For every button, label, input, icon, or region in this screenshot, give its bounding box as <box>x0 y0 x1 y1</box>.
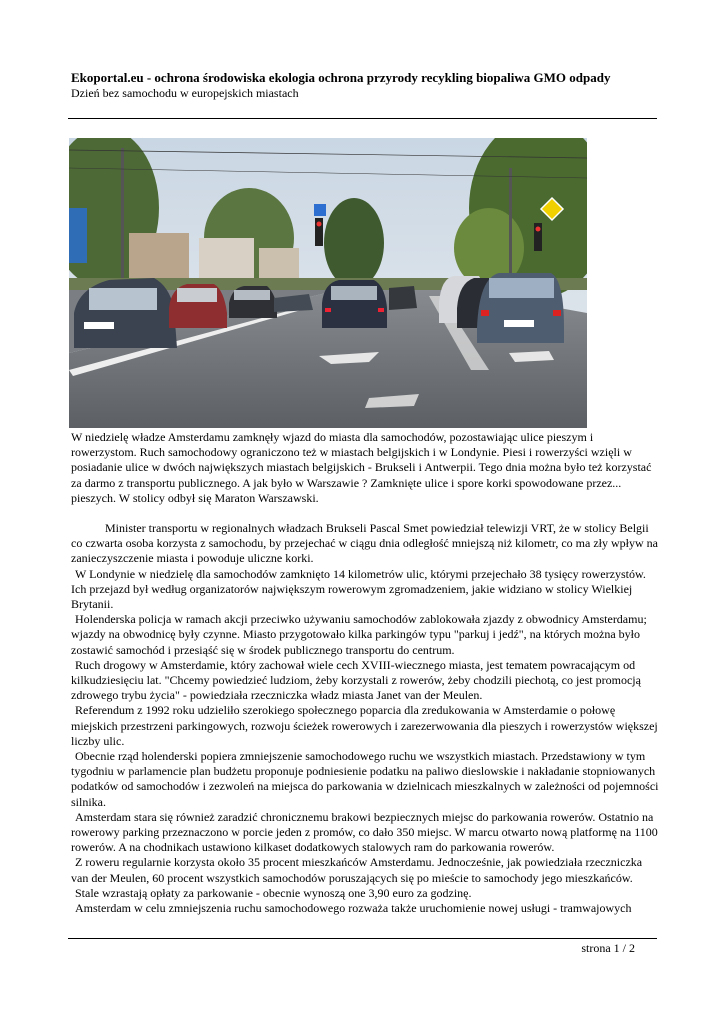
article-paragraph: Obecnie rząd holenderski popiera zmniejszenie samochodowego ruchu we wszystkich miastach. Przedstawiony w tym tygodniu w parlamencie plan budżetu proponuje podniesienie podatku na paliwo dieslowskie i nakładanie stopniowanych podatków od samochodów i zezwoleń na miejsca do parkowania w dzielnicach mieszkalnych w zależności od pojemności silnika. <box>71 749 659 809</box>
article-paragraph: Stale wzrastają opłaty za parkowanie - obecnie wynoszą one 3,90 euro za godzinę. <box>75 885 472 900</box>
car-right-front <box>477 273 564 343</box>
article-paragraph: Minister transportu w regionalnych władzach Brukseli Pascal Smet powiedział telewizji VRT, że w stolicy Belgii co czwarta osoba korzysta z samochodu, by przejechać w ciągu dnia odległość mniejszą niż kilometr, co ma zły wpływ na zanieczyszczenie miasta i powoduje uliczne korki. <box>71 521 658 566</box>
article-photo <box>69 138 587 428</box>
article-paragraph: Holenderska policja w ramach akcji przeciwko używaniu samochodów zablokowała zjazdy z obwodnicy Amsterdamu; wjazdy na obwodnicę były czynne. Miasto przygotowało kilka parkingów typu "parkuj i jedź", na których można było zostawić samochód i przesiąść się w środek publicznego transportu do centrum. <box>71 612 647 657</box>
article-paragraph: Referendum z 1992 roku udzieliło szerokiego społecznego poparcia dla zredukowania w Amsterdamie o połowę miejskich przestrzeni parkingowych, rozwoju ścieżek rowerowych i zarezerwowania dla pieszych i rowerzystów większej liczby ulic. <box>71 703 658 748</box>
article-paragraph: Z roweru regularnie korzysta około 35 procent mieszkańców Amsterdamu. Jednocześnie, jak powiedziała rzeczniczka van der Meulen, 60 procent wszystkich samochodów poruszających się po mieście to samochody jego mieszkańców. <box>71 855 643 885</box>
page-number: strona 1 / 2 <box>581 941 635 955</box>
article-subtitle: Dzień bez samochodu w europejskich miastach <box>71 86 299 100</box>
header-divider <box>68 118 657 119</box>
page-header <box>71 70 661 101</box>
article-body <box>71 430 661 916</box>
car-left-front <box>74 278 177 348</box>
article-paragraph: Ruch drogowy w Amsterdamie, który zachował wiele cech XVIII-wiecznego miasta, jest tematem powracającym od kilkudziesięciu lat. "Chcemy powiedzieć ludziom, żeby korzystali z rowerów, żeby chodzili piechotą, co jest promocją zdrowego trybu życia" - powiedziała rzeczniczka władz miasta Janet van der Meulen. <box>71 657 641 703</box>
article-paragraph: W Londynie w niedzielę dla samochodów zamknięto 14 kilometrów ulic, którymi przejechało 38 tysięcy rowerzystów. Ich przejazd był według organizatorów największym rowerowym zgromadzeniem, jakie widziano w stolicy Wielkiej Brytanii. <box>71 566 646 612</box>
article-paragraph: Amsterdam w celu zmniejszenia ruchu samochodowego rozważa także uruchomienie nowej usługi - tramwajowych <box>75 901 632 916</box>
article-paragraph: Amsterdam stara się również zaradzić chronicznemu brakowi bezpiecznych miejsc do parkowania rowerów. Ostatnio na rowerowy parking przeznaczono w porcie jeden z promów, co dało 350 miejsc. W marcu otwarto nową platformę na 1100 rowerów. A na chodnikach ustawiono kilkaset dodatkowych stalowych ram do parkowania rowerów. <box>71 809 658 855</box>
site-title: Ekoportal.eu - ochrona środowiska ekologia ochrona przyrody recykling biopaliwa GMO odpady <box>71 70 611 85</box>
footer-divider <box>68 938 657 939</box>
article-paragraph: W niedzielę władze Amsterdamu zamknęły wjazd do miasta dla samochodów, pozostawiając ulice pieszym i rowerzystom. Ruch samochodowy ograniczono też w miastach belgijskich i w Londynie. Piesi i rowerzyści wzięli w posiadanie ulice w dwóch największych miastach belgijskich - Brukseli i Antwerpii. Tego dnia można było też korzystać za darmo z transportu publicznego. A jak było w Warszawie ? Zamknięte ulice i spore korki spowodowane przez... pieszych. W stolicy odbył się Maraton Warszawski. <box>71 430 652 505</box>
